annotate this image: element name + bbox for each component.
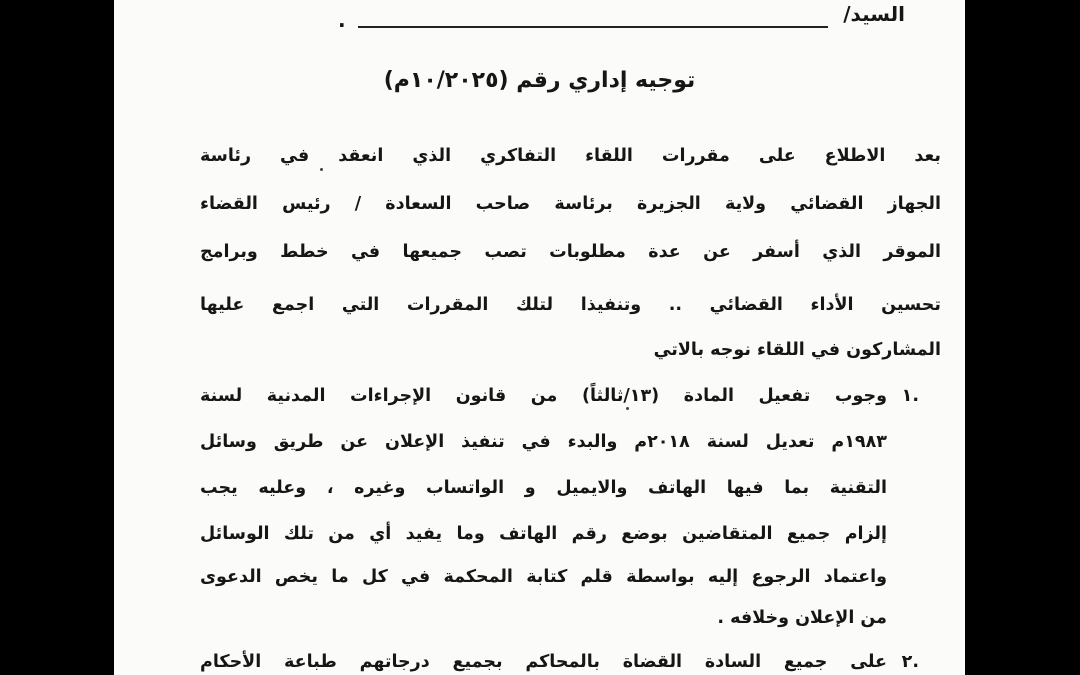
item-line: على جميع السادة القضاة بالمحاكم بجميع درجاتهم طباعة الأحكام	[200, 652, 887, 672]
item-line: إلزام جميع المتقاضين بوضع رقم الهاتف وما يفيد أي من تلك الوسائل	[200, 524, 887, 544]
item-number: ١.	[901, 386, 919, 406]
item-line: من الإعلان وخلافه .	[717, 608, 887, 628]
item-line: واعتماد الرجوع إليه بواسطة قلم كتابة المحكمة في كل ما يخص الدعوى	[200, 567, 887, 587]
intro-line: بعد الاطلاع على مقررات اللقاء التفاكري الذي انعقد في رئاسة	[200, 146, 941, 166]
intro-line: الموقر الذي أسفر عن عدة مطلوبات تصب جميعها في خطط وبرامج	[200, 242, 941, 262]
item-line: وجوب تفعيل المادة (١٣/ثالثاً) من قانون الإجراءات المدنية لسنة	[200, 386, 887, 406]
salutation-label: السيد/	[843, 2, 905, 26]
intro-line: الجهاز القضائي ولاية الجزيرة برئاسة صاحب السعادة / رئيس القضاء	[200, 194, 941, 214]
salutation-blank-line	[358, 26, 828, 28]
item-line: ١٩٨٣م تعديل لسنة ٢٠١٨م والبدء في تنفيذ الإعلان عن طريق وسائل	[200, 432, 887, 452]
scan-speck	[626, 407, 629, 410]
document-heading: توجيه إداري رقم (١٠/٢٠٢٥م)	[383, 68, 696, 93]
item-number: ٢.	[901, 652, 919, 672]
document-page	[114, 0, 965, 675]
salutation-dot: .	[338, 8, 346, 32]
scan-speck	[320, 168, 323, 171]
intro-line: تحسين الأداء القضائي .. وتنفيذا لتلك المقررات التي اجمع عليها	[200, 295, 941, 315]
item-line: التقنية بما فيها الهاتف والايميل و الواتساب وغيره ، وعليه يجب	[200, 478, 887, 498]
intro-line: المشاركون في اللقاء نوجه بالاتي	[653, 340, 941, 360]
